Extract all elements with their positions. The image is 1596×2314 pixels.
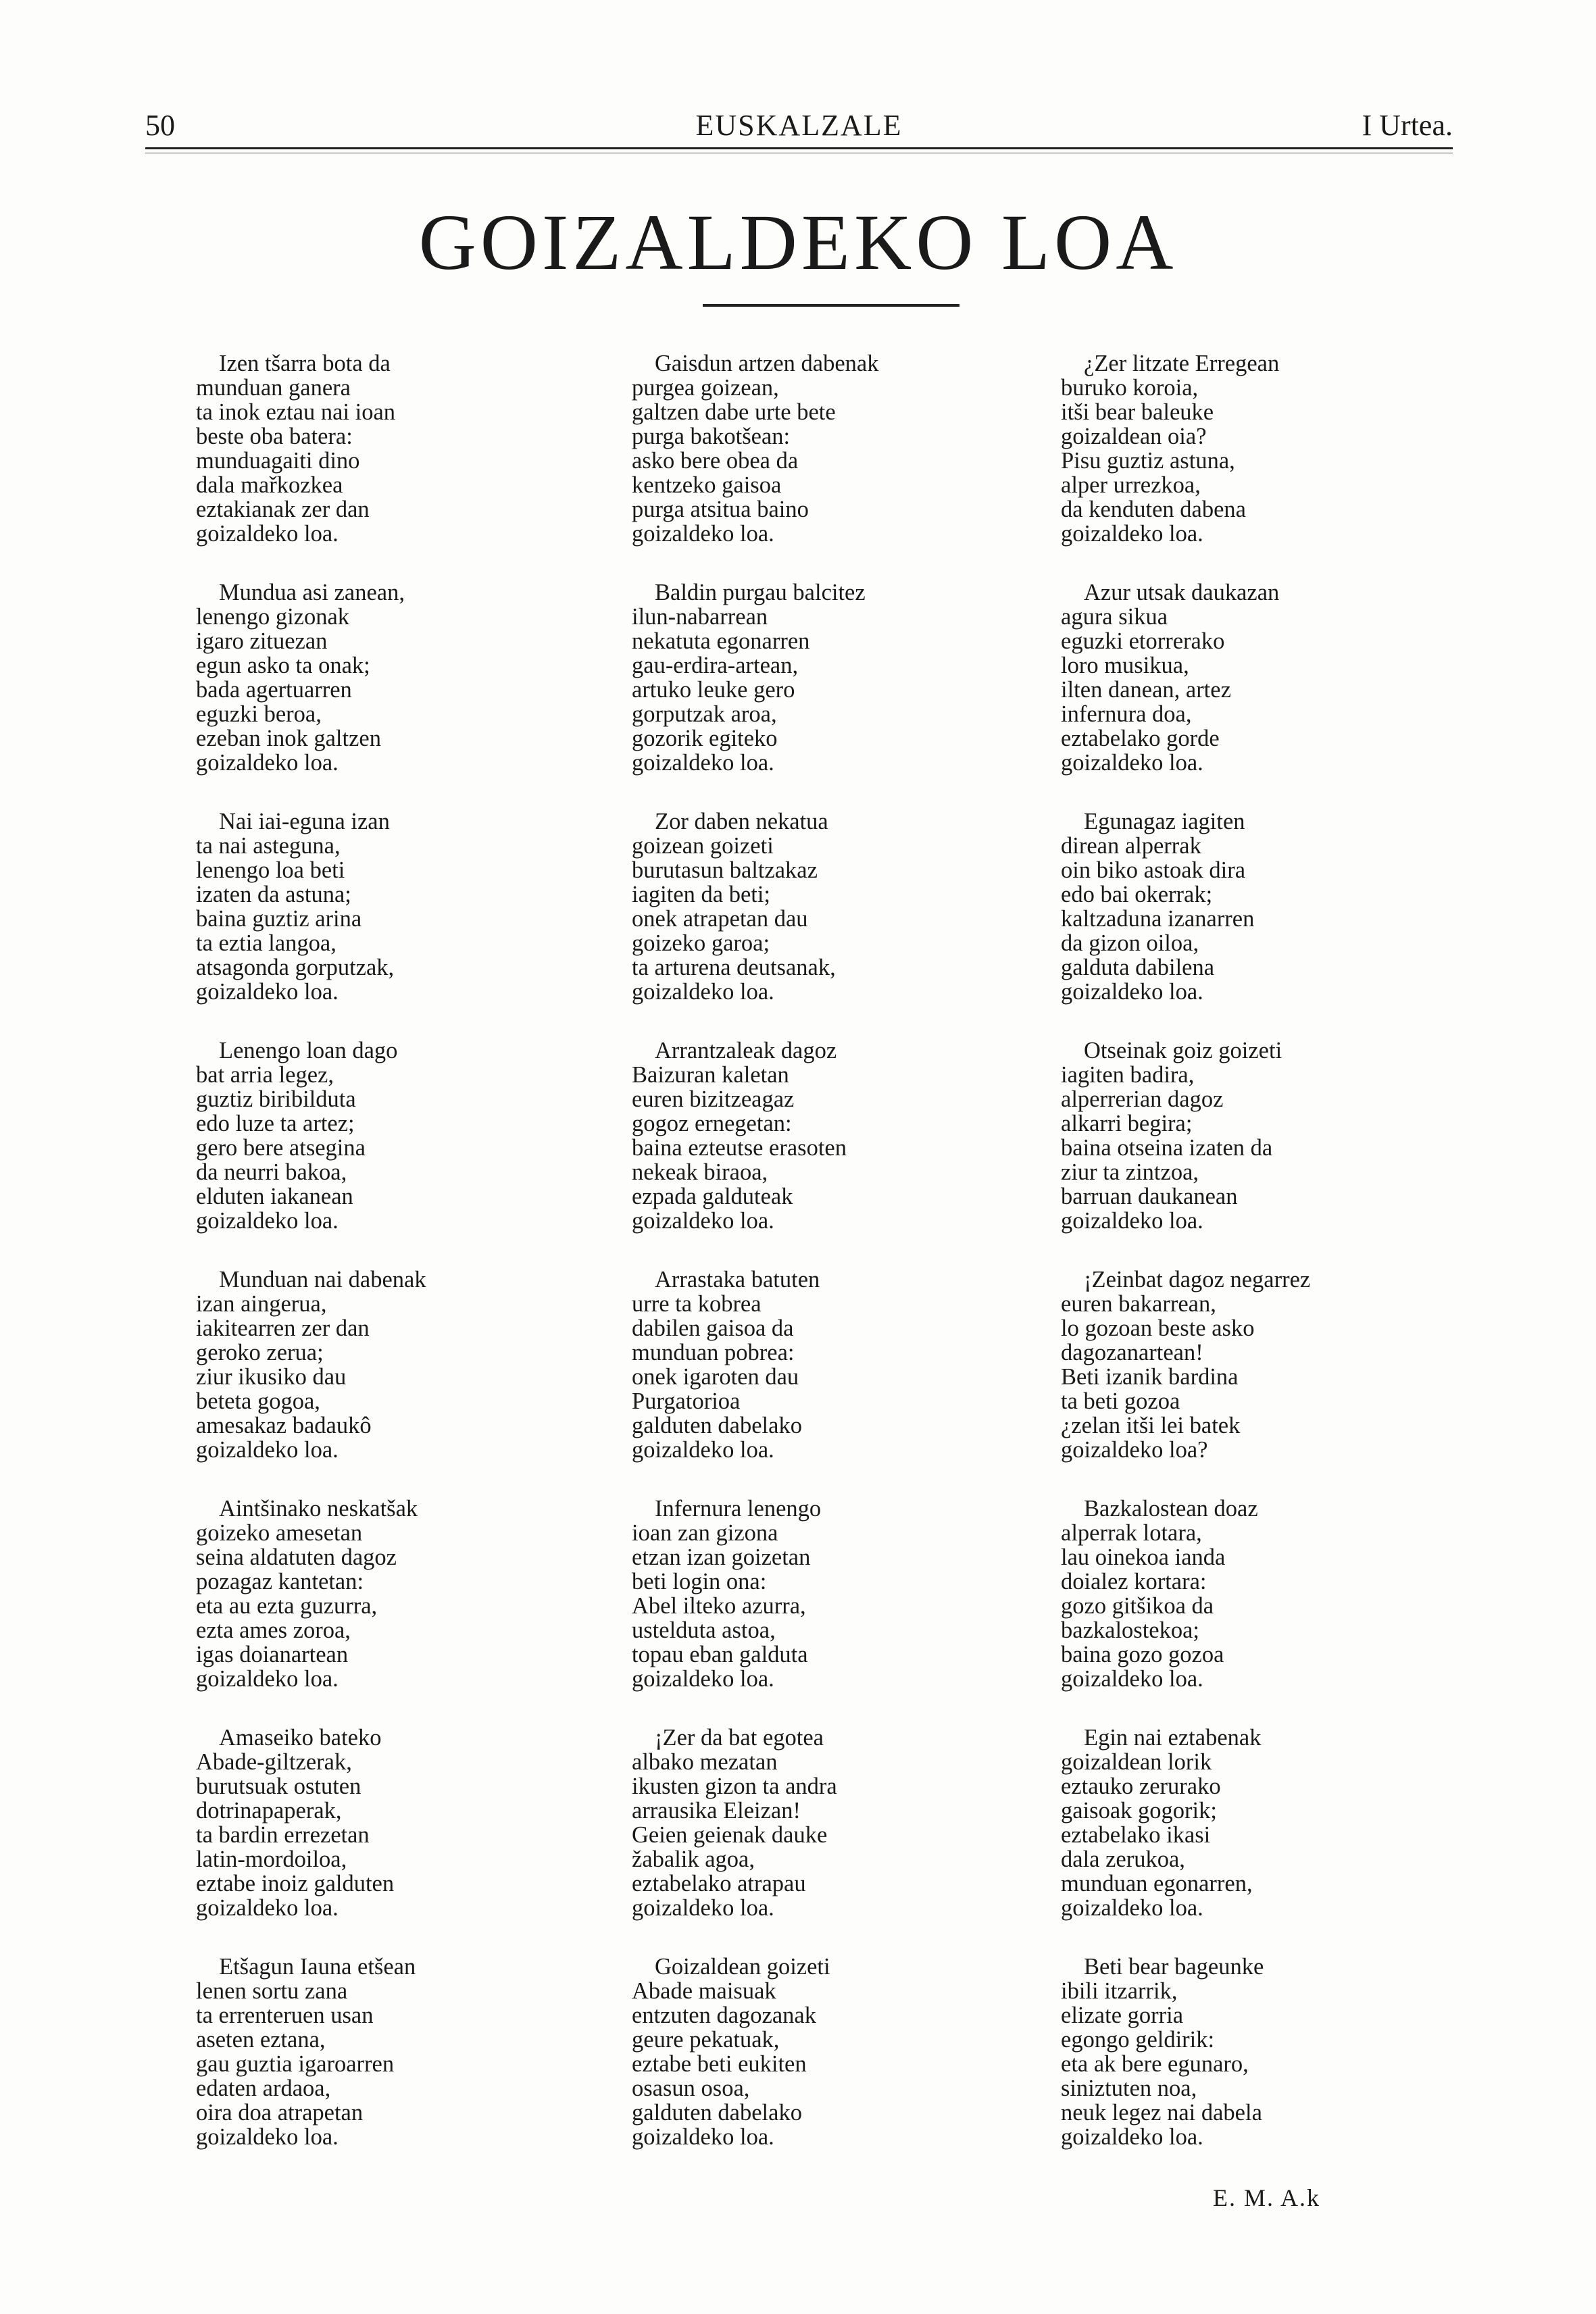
poem-title: GOIZALDEKO LOA xyxy=(418,198,1178,286)
verse-line: ziur ikusiko dau xyxy=(196,1364,347,1390)
author-signature: E. M. A.k xyxy=(1213,2184,1321,2211)
verse-line: gero bere atsegina xyxy=(196,1135,366,1161)
verse-line: Geien geienak dauke xyxy=(632,1822,828,1848)
verse-line: Arrantzaleak dagoz xyxy=(655,1038,837,1063)
verse-line: bada agertuarren xyxy=(196,677,352,703)
verse-line: goizaldean oia? xyxy=(1061,424,1207,449)
verse-line: neuk legez nai dabela xyxy=(1061,2100,1262,2126)
verse-line: izan aingerua, xyxy=(196,1291,327,1317)
verse-line: Beti bear bageunke xyxy=(1084,1954,1264,1980)
verse-line: doialez kortara: xyxy=(1061,1569,1207,1594)
verse-line: goizaldeko loa. xyxy=(1061,1895,1203,1921)
verse-line: lau oinekoa ianda xyxy=(1061,1544,1226,1570)
verse-line: Nai iai-eguna izan xyxy=(219,809,390,834)
verse-line: atsagonda gorputzak, xyxy=(196,955,395,980)
verse-line: gau-erdira-artean, xyxy=(632,653,799,678)
verse-line: munduagaiti dino xyxy=(196,448,360,474)
verse-line: ezta ames zoroa, xyxy=(196,1617,351,1643)
verse-line: gau guztia igaroarren xyxy=(196,2051,395,2077)
verse-line: Otseinak goiz goizeti xyxy=(1084,1038,1282,1063)
header-rule xyxy=(145,147,1453,149)
stanza xyxy=(196,1267,574,1496)
journal-name: EUSKALZALE xyxy=(695,109,903,142)
verse-line: eguzki etorrerako xyxy=(1061,628,1225,654)
verse-line: kaltzaduna izanarren xyxy=(1061,906,1255,932)
verse-line: eztabelako atrapau xyxy=(632,1871,806,1896)
verse-line: eztabe beti eukiten xyxy=(632,2051,807,2077)
verse-line: ¡Zer da bat egotea xyxy=(655,1725,824,1751)
verse-line: igas doianartean xyxy=(196,1642,349,1667)
verse-line: goizaldean lorik xyxy=(1061,1749,1212,1775)
verse-line: beste oba batera: xyxy=(196,424,353,449)
verse-line: goizaldeko loa. xyxy=(196,2124,339,2150)
verse-line: ziur ta zintzoa, xyxy=(1061,1159,1199,1185)
verse-line: goizaldeko loa? xyxy=(1061,1437,1208,1463)
verse-line: ioan zan gizona xyxy=(632,1520,778,1546)
verse-line: albako mezatan xyxy=(632,1749,778,1775)
verse-line: eztabelako ikasi xyxy=(1061,1822,1211,1848)
verse-line: ta arturena deutsanak, xyxy=(632,955,836,980)
verse-line: eztakianak zer dan xyxy=(196,497,370,522)
verse-line: Lenengo loan dago xyxy=(219,1038,398,1063)
verse-line: Goizaldean goizeti xyxy=(655,1954,830,1980)
verse-line: goizaldeko loa. xyxy=(196,1895,339,1921)
verse-line: goizaldeko loa. xyxy=(196,521,339,547)
verse-line: lenengo loa beti xyxy=(196,857,345,883)
verse-line: goizaldeko loa. xyxy=(1061,2124,1203,2150)
verse-line: Amaseiko bateko xyxy=(219,1725,382,1751)
verse-line: Etšagun Iauna etšean xyxy=(219,1954,416,1980)
verse-line: alperrak lotara, xyxy=(1061,1520,1202,1546)
verse-line: dala mařkozkea xyxy=(196,472,343,498)
verse-line: entzuten dagozanak xyxy=(632,2003,816,2028)
verse-line: goizaldeko loa. xyxy=(632,750,774,776)
verse-line: egun asko ta onak; xyxy=(196,653,370,678)
verse-line: goizaldeko loa. xyxy=(632,1895,774,1921)
verse-line: Aintšinako neskatšak xyxy=(219,1496,418,1521)
poem-column-1 xyxy=(196,351,574,2184)
verse-line: edo bai okerrak; xyxy=(1061,882,1213,907)
verse-line: onek igaroten dau xyxy=(632,1364,799,1390)
page-number: 50 xyxy=(145,109,175,142)
verse-line: geure pekatuak, xyxy=(632,2027,780,2053)
verse-line: goizeko garoa; xyxy=(632,930,770,956)
verse-line: latin-mordoiloa, xyxy=(196,1846,347,1872)
verse-line: Mundua asi zanean, xyxy=(219,580,405,605)
stanza xyxy=(632,809,1010,1038)
verse-line: ta errenteruen usan xyxy=(196,2003,374,2028)
verse-line: goizaldeko loa. xyxy=(632,1437,774,1463)
verse-line: dabilen gaisoa da xyxy=(632,1315,794,1341)
verse-line: Bazkalostean doaz xyxy=(1084,1496,1258,1521)
verse-line: goizaldeko loa. xyxy=(1061,521,1203,547)
stanza xyxy=(196,1955,574,2184)
verse-line: nekatuta egonarren xyxy=(632,628,810,654)
verse-line: iakitearren zer dan xyxy=(196,1315,370,1341)
verse-line: itši bear baleuke xyxy=(1061,399,1214,425)
verse-line: goizaldeko loa. xyxy=(632,1208,774,1234)
verse-line: beti login ona: xyxy=(632,1569,767,1594)
verse-line: ustelduta astoa, xyxy=(632,1617,776,1643)
verse-line: goizaldeko loa. xyxy=(1061,750,1203,776)
verse-line: Abel ilteko azurra, xyxy=(632,1593,806,1619)
verse-line: goizaldeko loa. xyxy=(196,1437,339,1463)
verse-line: Gaisdun artzen dabenak xyxy=(655,351,879,376)
verse-line: Azur utsak daukazan xyxy=(1084,580,1280,605)
verse-line: munduan pobrea: xyxy=(632,1340,795,1365)
verse-line: purga atsitua baino xyxy=(632,497,809,522)
verse-line: onek atrapetan dau xyxy=(632,906,808,932)
verse-line: elduten iakanean xyxy=(196,1184,353,1209)
stanza xyxy=(632,1726,1010,1955)
stanza xyxy=(632,351,1010,580)
stanza xyxy=(196,1038,574,1267)
poem-column-2 xyxy=(632,351,1010,2184)
verse-line: edaten ardaoa, xyxy=(196,2076,331,2101)
stanza xyxy=(196,1726,574,1955)
verse-line: infernura doa, xyxy=(1061,701,1192,727)
verse-line: guztiz biribilduta xyxy=(196,1086,356,1112)
verse-line: da gizon oiloa, xyxy=(1061,930,1199,956)
verse-line: urre ta kobrea xyxy=(632,1291,762,1317)
verse-line: gorputzak aroa, xyxy=(632,701,777,727)
verse-line: kentzeko gaisoa xyxy=(632,472,782,498)
verse-line: osasun osoa, xyxy=(632,2076,750,2101)
stanza xyxy=(196,809,574,1038)
verse-line: Baldin purgau balcitez xyxy=(655,580,866,605)
verse-line: goizaldeko loa. xyxy=(196,1666,339,1692)
verse-line: Arrastaka batuten xyxy=(655,1267,820,1292)
verse-line: ta beti gozoa xyxy=(1061,1388,1180,1414)
verse-line: goizaldeko loa. xyxy=(196,1208,339,1234)
verse-line: ¿Zer litzate Erregean xyxy=(1084,351,1280,376)
verse-line: edo luze ta artez; xyxy=(196,1111,355,1136)
verse-line: ta eztia langoa, xyxy=(196,930,336,956)
verse-line: artuko leuke gero xyxy=(632,677,795,703)
verse-line: Infernura lenengo xyxy=(655,1496,822,1521)
verse-line: baina guztiz arina xyxy=(196,906,362,932)
poem-column-3 xyxy=(1061,351,1439,2184)
verse-line: dagozanartean! xyxy=(1061,1340,1203,1365)
stanza xyxy=(632,580,1010,809)
verse-line: ezpada galduteak xyxy=(632,1184,793,1209)
verse-line: galduten dabelako xyxy=(632,1413,802,1438)
stanza xyxy=(1061,1267,1439,1496)
verse-line: geroko zerua; xyxy=(196,1340,324,1365)
verse-line: burutasun baltzakaz xyxy=(632,857,818,883)
verse-line: ibili itzarrik, xyxy=(1061,1978,1178,2004)
verse-line: Abade maisuak xyxy=(632,1978,776,2004)
verse-line: burutsuak ostuten xyxy=(196,1774,361,1799)
verse-line: ta inok eztau nai ioan xyxy=(196,399,396,425)
verse-line: Pisu guztiz astuna, xyxy=(1061,448,1235,474)
verse-line: beteta gogoa, xyxy=(196,1388,320,1414)
verse-line: dala zerukoa, xyxy=(1061,1846,1185,1872)
verse-line: munduan egonarren, xyxy=(1061,1871,1253,1896)
verse-line: da kenduten dabena xyxy=(1061,497,1246,522)
verse-line: direan alperrak xyxy=(1061,833,1201,859)
verse-line: aseten eztana, xyxy=(196,2027,326,2053)
verse-line: gaisoak gogorik; xyxy=(1061,1798,1217,1823)
verse-line: lenen sortu zana xyxy=(196,1978,348,2004)
verse-line: euren bakarrean, xyxy=(1061,1291,1216,1317)
stanza xyxy=(1061,1038,1439,1267)
verse-line: goizaldeko loa. xyxy=(1061,1666,1203,1692)
verse-line: goizaldeko loa. xyxy=(632,1666,774,1692)
verse-line: goizaldeko loa. xyxy=(632,979,774,1005)
verse-line: da neurri bakoa, xyxy=(196,1159,347,1185)
verse-line: bazkalostekoa; xyxy=(1061,1617,1199,1643)
verse-line: Abade-giltzerak, xyxy=(196,1749,352,1775)
stanza xyxy=(1061,1496,1439,1726)
verse-line: galtzen dabe urte bete xyxy=(632,399,836,425)
verse-line: siniztuten noa, xyxy=(1061,2076,1197,2101)
verse-line: Egin nai eztabenak xyxy=(1084,1725,1262,1751)
verse-line: gozo gitšikoa da xyxy=(1061,1593,1214,1619)
verse-line: euren bizitzeagaz xyxy=(632,1086,795,1112)
verse-line: goizaldeko loa. xyxy=(1061,1208,1203,1234)
verse-line: nekeak biraoa, xyxy=(632,1159,768,1185)
verse-line: baina ezteutse erasoten xyxy=(632,1135,847,1161)
verse-line: egongo geldirik: xyxy=(1061,2027,1215,2053)
verse-line: goizeko amesetan xyxy=(196,1520,363,1546)
verse-line: Baizuran kaletan xyxy=(632,1062,789,1088)
verse-line: ilun-nabarrean xyxy=(632,604,768,630)
verse-line: Purgatorioa xyxy=(632,1388,741,1414)
stanza xyxy=(1061,351,1439,580)
verse-line: buruko koroia, xyxy=(1061,375,1199,401)
verse-line: oira doa atrapetan xyxy=(196,2100,364,2126)
stanza xyxy=(1061,1955,1439,2184)
running-header xyxy=(145,108,1453,149)
verse-line: izaten da astuna; xyxy=(196,882,351,907)
stanza xyxy=(632,1496,1010,1726)
verse-line: ta nai asteguna, xyxy=(196,833,341,859)
verse-line: loro musikua, xyxy=(1061,653,1189,678)
volume-year: I Urtea. xyxy=(1362,109,1453,142)
verse-line: pozagaz kantetan: xyxy=(196,1569,364,1594)
verse-line: arrausika Eleizan! xyxy=(632,1798,801,1823)
stanza xyxy=(196,580,574,809)
verse-line: eztauko zerurako xyxy=(1061,1774,1221,1799)
verse-line: goizaldeko loa. xyxy=(196,750,339,776)
verse-line: asko bere obea da xyxy=(632,448,799,474)
verse-line: Zor daben nekatua xyxy=(655,809,828,834)
verse-line: eta au ezta guzurra, xyxy=(196,1593,378,1619)
verse-line: Egunagaz iagiten xyxy=(1084,809,1245,834)
verse-line: dotrinapaperak, xyxy=(196,1798,342,1823)
verse-line: ta bardin errezetan xyxy=(196,1822,370,1848)
verse-line: Munduan nai dabenak xyxy=(219,1267,426,1292)
stanza xyxy=(632,1267,1010,1496)
verse-line: goizaldeko loa. xyxy=(632,521,774,547)
verse-line: topau eban galduta xyxy=(632,1642,808,1667)
stanza xyxy=(196,351,574,580)
verse-line: barruan daukanean xyxy=(1061,1184,1238,1209)
verse-line: lenengo gizonak xyxy=(196,604,350,630)
verse-line: ikusten gizon ta andra xyxy=(632,1774,837,1799)
verse-line: agura sikua xyxy=(1061,604,1168,630)
verse-line: alperrerian dagoz xyxy=(1061,1086,1224,1112)
verse-line: ilten danean, artez xyxy=(1061,677,1231,703)
verse-line: oin biko astoak dira xyxy=(1061,857,1246,883)
stanza xyxy=(196,1496,574,1726)
stanza xyxy=(632,1955,1010,2184)
verse-line: gogoz ernegetan: xyxy=(632,1111,792,1136)
stanza xyxy=(1061,809,1439,1038)
verse-line: ¿zelan itši lei batek xyxy=(1061,1413,1241,1438)
verse-line: iagiten da beti; xyxy=(632,882,771,907)
verse-line: goizean goizeti xyxy=(632,833,774,859)
verse-line: purga bakotšean: xyxy=(632,424,791,449)
stanza xyxy=(1061,580,1439,809)
verse-line: ¡Zeinbat dagoz negarrez xyxy=(1084,1267,1311,1292)
stanza xyxy=(1061,1726,1439,1955)
verse-line: galduta dabilena xyxy=(1061,955,1215,980)
verse-line: alper urrezkoa, xyxy=(1061,472,1201,498)
verse-line: etzan izan goizetan xyxy=(632,1544,811,1570)
verse-line: baina gozo gozoa xyxy=(1061,1642,1224,1667)
verse-line: goizaldeko loa. xyxy=(632,2124,774,2150)
verse-line: ezeban inok galtzen xyxy=(196,726,381,751)
verse-line: igaro zituezan xyxy=(196,628,328,654)
verse-line: galduten dabelako xyxy=(632,2100,802,2126)
verse-line: goizaldeko loa. xyxy=(196,979,339,1005)
verse-line: eta ak bere egunaro, xyxy=(1061,2051,1249,2077)
title-rule xyxy=(703,304,959,307)
verse-line: munduan ganera xyxy=(196,375,351,401)
verse-line: baina otseina izaten da xyxy=(1061,1135,1273,1161)
verse-line: žabalik agoa, xyxy=(632,1846,755,1872)
verse-line: amesakaz badaukô xyxy=(196,1413,372,1438)
verse-line: elizate gorria xyxy=(1061,2003,1184,2028)
verse-line: eztabe inoiz galduten xyxy=(196,1871,395,1896)
stanza xyxy=(632,1038,1010,1267)
verse-line: purgea goizean, xyxy=(632,375,779,401)
verse-line: Izen tšarra bota da xyxy=(219,351,391,376)
verse-line: lo gozoan beste asko xyxy=(1061,1315,1255,1341)
verse-line: gozorik egiteko xyxy=(632,726,778,751)
verse-line: bat arria legez, xyxy=(196,1062,334,1088)
verse-line: iagiten badira, xyxy=(1061,1062,1195,1088)
verse-line: eztabelako gorde xyxy=(1061,726,1220,751)
verse-line: seina aldatuten dagoz xyxy=(196,1544,397,1570)
verse-line: Beti izanik bardina xyxy=(1061,1364,1239,1390)
verse-line: goizaldeko loa. xyxy=(1061,979,1203,1005)
verse-line: eguzki beroa, xyxy=(196,701,322,727)
verse-line: alkarri begira; xyxy=(1061,1111,1193,1136)
